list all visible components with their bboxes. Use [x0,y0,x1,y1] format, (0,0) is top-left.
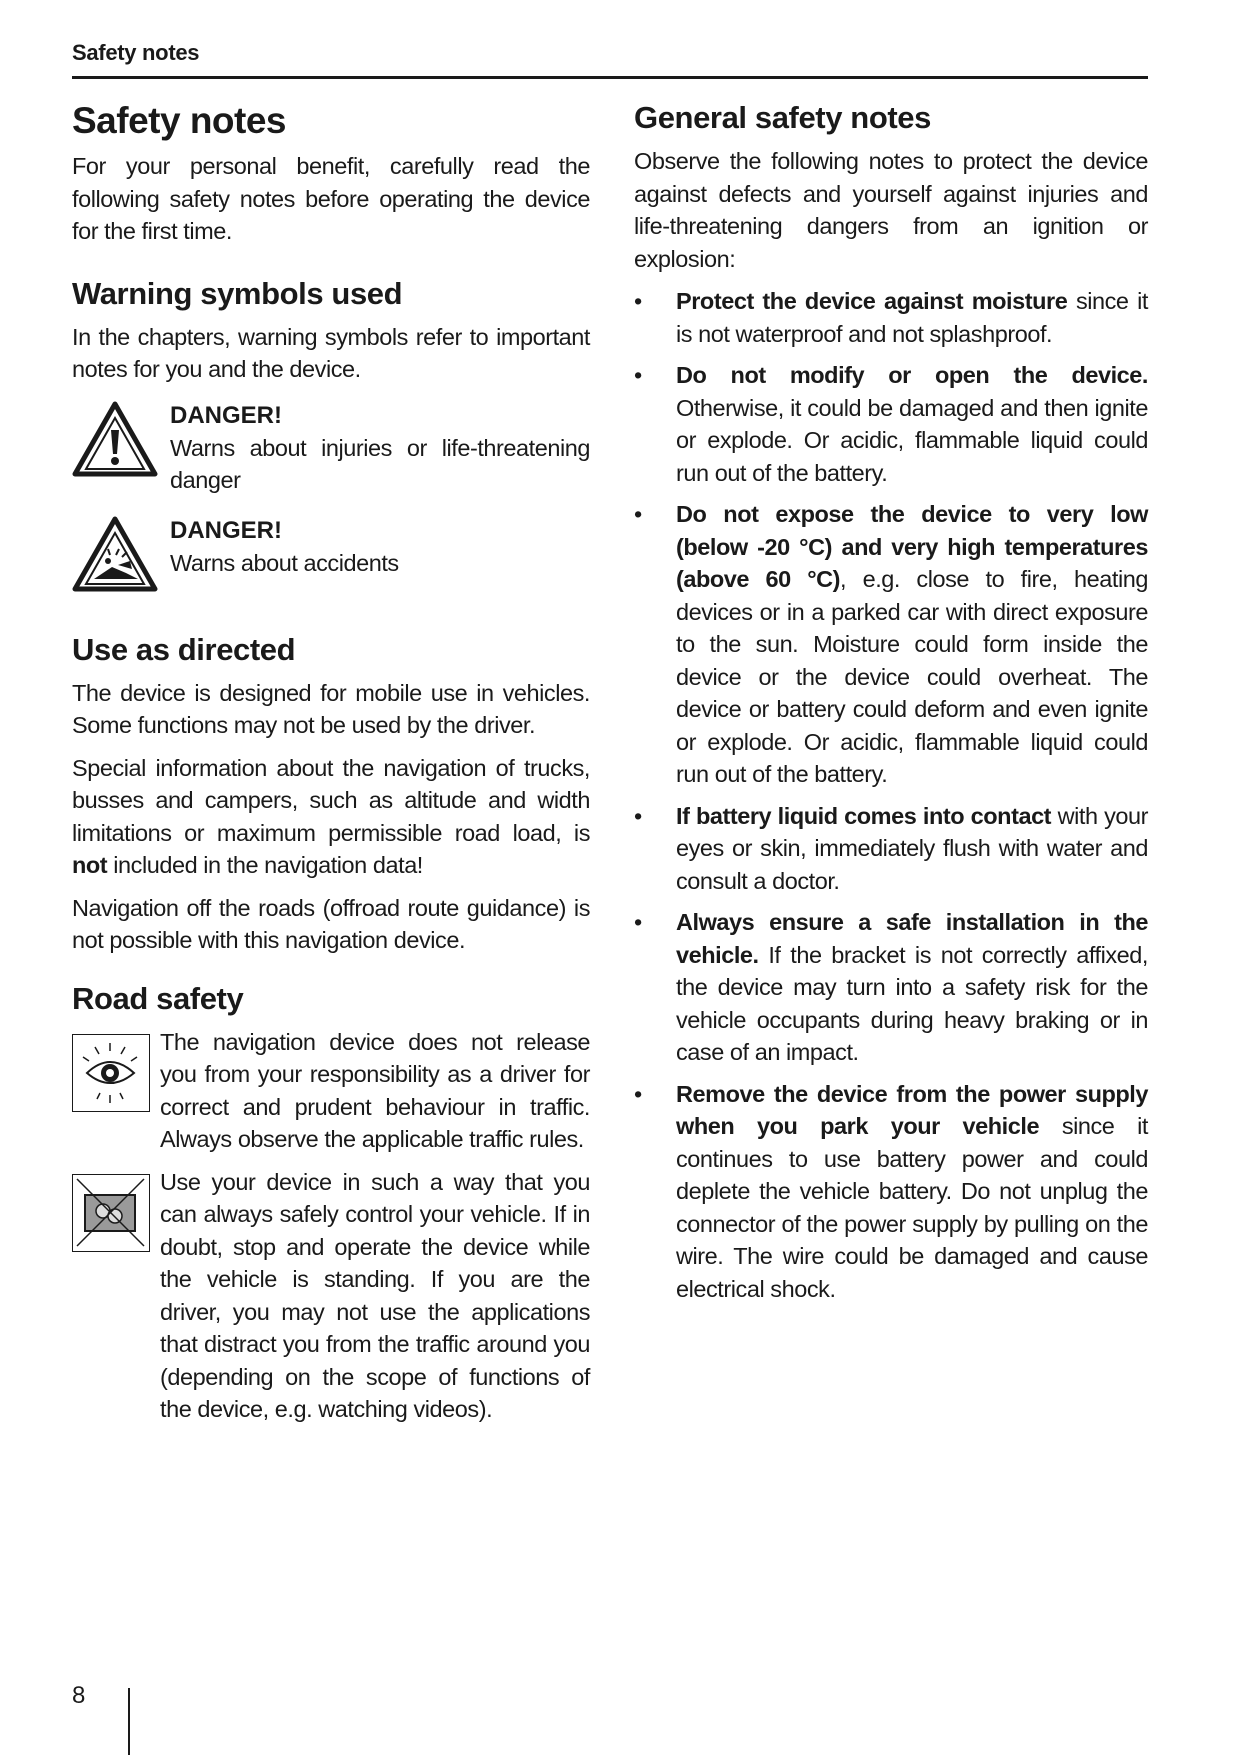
use-as-directed-p3: Navigation off the roads (offroad route guidance) is not possible with this navigation device. [72,894,590,953]
page-number: 8 [72,1682,86,1709]
warning-item-danger-injury [72,400,590,497]
list-item: • Remove the device from the power supply when you park your vehicle since it continues to use battery power and could deplete the vehicle battery. Do not unplug the connector of the power supply by pulling on the wire. The wire could be damaged and cause electrical shock. [634,1080,1148,1302]
safety-bullet-list [634,285,1148,1305]
list-item: • Always ensure a safe installation in the vehicle. If the bracket is not correctly affixed, the device may turn into a safety risk for the vehicle occupants during heavy braking or in case of an impact. [634,909,1148,1065]
warning-description: Warns about injuries or life-threatening danger [170,434,590,493]
road-safety-text: The navigation device does not release you from your responsibility as a driver for correct and prudent behaviour in traffic. Always observe the applicable traffic rules. [160,1028,590,1152]
warning-triangle-icon [72,400,164,483]
road-safety-item-distraction [72,1166,590,1436]
general-safety-intro: Observe the following notes to protect the device against defects and yourself against injuries and life-threatening dangers from an ignition or explosion: [634,148,1148,272]
road-safety-text: Use your device in such a way that you can always safely control your vehicle. If in doubt, stop and operate the device while the vehicle is standing. If you are the driver, you may not use the applications that distract you from the traffic around you (depending on the scope of functions of the device, e.g. watching videos). [160,1168,590,1422]
eye-icon [72,1034,150,1112]
list-item: • Do not expose the device to very low (below -20 °C) and very high temperatures (above 60 °C), e.g. close to fire, heating devices or in a parked car with direct exposure to the sun. Moisture could form inside the device or the device could overheat. The device or battery could deform and even ignite or explode. Or acidic, flammable liquid could run out of the battery. [634,501,1148,787]
warning-title: DANGER! [170,401,282,429]
road-safety-item-responsibility [72,1026,590,1166]
header-rule [72,76,1148,79]
intro-paragraph: For your personal benefit, carefully read the following safety notes before operating the device for the first time. [72,153,590,244]
page-header-label: Safety notes [72,40,200,65]
footer-rule [128,1688,130,1755]
left-column [72,96,590,1436]
page-title: Safety notes [72,100,287,141]
general-safety-heading: General safety notes [634,100,931,135]
list-item: • Protect the device against moisture since it is not waterproof and not splashproof. [634,288,1148,347]
use-as-directed-p2: Special information about the navigation of trucks, busses and campers, such as altitude and width limitations or maximum permissible road load, is not included in the navigation data! [72,754,590,878]
warning-symbols-text: In the chapters, warning symbols refer to important notes for you and the device. [72,323,590,382]
warning-description: Warns about accidents [170,549,399,576]
use-as-directed-p1: The device is designed for mobile use in vehicles. Some functions may not be used by the driver. [72,679,590,738]
use-as-directed-heading: Use as directed [72,631,296,667]
warning-symbols-heading: Warning symbols used [72,275,403,311]
list-item: • If battery liquid comes into contact with your eyes or skin, immediately flush with water and consult a doctor. [634,802,1148,894]
right-column [634,96,1148,1314]
no-video-icon [72,1174,150,1252]
accident-warning-icon [72,515,164,598]
list-item: • Do not modify or open the device. Otherwise, it could be damaged and then ignite or explode. Or acidic, flammable liquid could run out of the battery. [634,362,1148,486]
warning-item-danger-accident [72,515,590,598]
road-safety-heading: Road safety [72,980,244,1016]
warning-title: DANGER! [170,516,282,544]
